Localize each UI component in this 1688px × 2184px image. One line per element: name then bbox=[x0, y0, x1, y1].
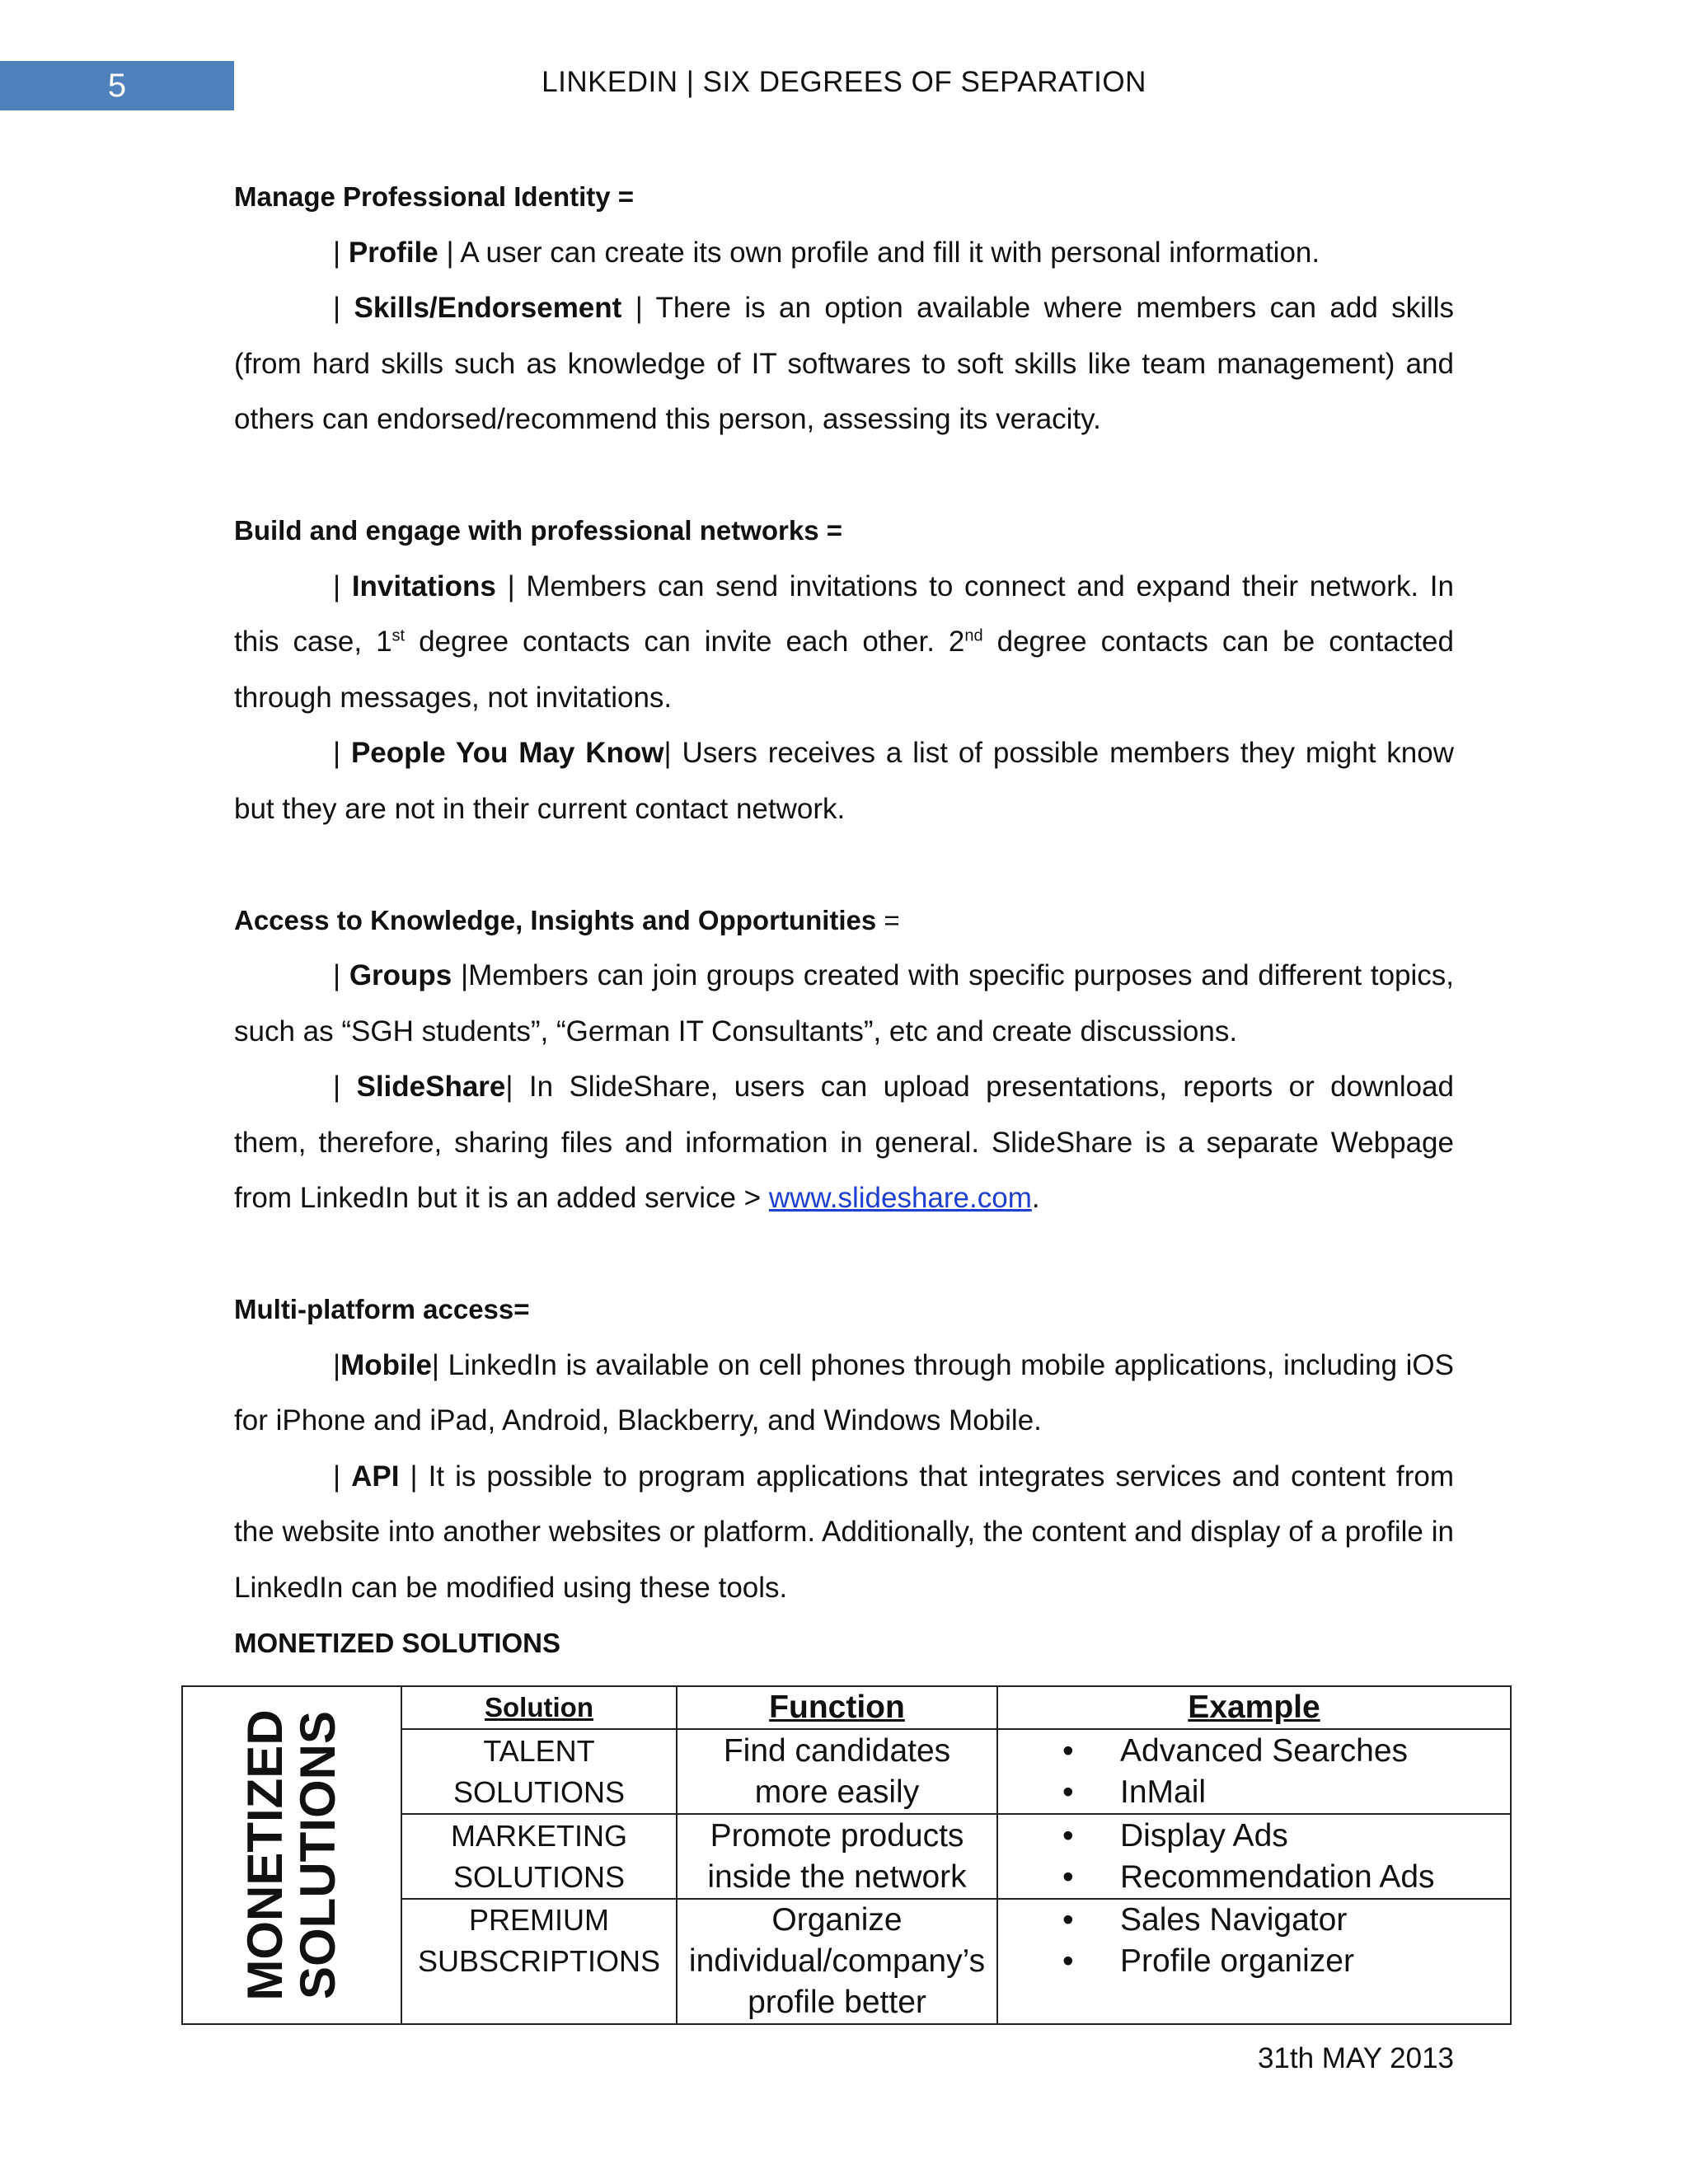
example-cell bbox=[997, 1899, 1511, 2024]
example-cell bbox=[997, 1729, 1511, 1814]
para-profile: | Profile | A user can create its own profile and fill it with personal information. bbox=[333, 236, 1320, 269]
term-skills: Skills/Endorsement bbox=[354, 292, 622, 324]
col-header-solution: Solution bbox=[401, 1686, 677, 1729]
list-item: • Advanced Searches bbox=[1062, 1731, 1503, 1772]
slideshare-link[interactable]: www.slideshare.com bbox=[768, 1182, 1032, 1214]
term-api: API bbox=[351, 1460, 400, 1493]
page-number: 5 bbox=[107, 67, 127, 104]
solution-cell: PREMIUM SUBSCRIPTIONS bbox=[401, 1899, 677, 2024]
term-slideshare: SlideShare bbox=[356, 1071, 506, 1103]
list-item: • Sales Navigator bbox=[1062, 1900, 1503, 1941]
side-label: MONETIZED SOLUTIONS bbox=[237, 1709, 345, 2001]
term-pymk: People You May Know bbox=[350, 737, 664, 769]
page-number-badge bbox=[0, 61, 234, 110]
function-cell: Organize individual/company’s profile better bbox=[677, 1899, 997, 2024]
term-mobile: Mobile bbox=[340, 1348, 432, 1381]
document-body bbox=[234, 169, 1454, 1671]
function-cell: Promote products inside the network bbox=[677, 1814, 997, 1899]
term-profile: Profile bbox=[348, 236, 438, 269]
solution-cell: TALENT SOLUTIONS bbox=[401, 1729, 677, 1814]
col-header-function: Function bbox=[677, 1686, 997, 1729]
para-groups: | Groups |Members can join groups created with specific purposes and different topics, such as “SGH students”, “German IT Consultants”, etc and create discussions. bbox=[234, 959, 1454, 1047]
list-item: • Recommendation Ads bbox=[1062, 1857, 1503, 1898]
term-groups: Groups bbox=[349, 959, 452, 991]
list-item: • InMail bbox=[1062, 1772, 1503, 1813]
heading-monetized: MONETIZED SOLUTIONS bbox=[234, 1628, 560, 1658]
monetized-solutions-table bbox=[181, 1685, 1512, 2025]
para-invitations: | Invitations | Members can send invitations to connect and expand their network. In this case, 1st degree contacts can invite each other. 2nd degree contacts can be contacted through messages, not invitations. bbox=[234, 569, 1455, 714]
running-header: LINKEDIN | SIX DEGREES OF SEPARATION bbox=[542, 66, 1146, 98]
para-slideshare: | SlideShare| In SlideShare, users can upload presentations, reports or download them, therefore, sharing files and information in general. SlideShare is a separate Webpage from LinkedIn but it is an added service > www.slideshare.com. bbox=[234, 1071, 1454, 1214]
para-api: | API | It is possible to program applications that integrates services and content from the website into another websites or platform. Additionally, the content and display of a profile in LinkedIn can be modified using these tools. bbox=[234, 1460, 1454, 1604]
function-cell: Find candidates more easily bbox=[677, 1729, 997, 1814]
heading-knowledge: Access to Knowledge, Insights and Opportunities = bbox=[234, 904, 900, 935]
heading-multiplatform: Multi-platform access= bbox=[234, 1294, 530, 1324]
para-pymk: | People You May Know| Users receives a list of possible members they might know but they are not in their current contact network. bbox=[234, 737, 1454, 825]
heading-networks: Build and engage with professional networks = bbox=[234, 515, 843, 546]
para-skills: | Skills/Endorsement | There is an option available where members can add skills (from hard skills such as knowledge of IT softwares to soft skills like team management) and others can endorsed/recommend this person, assessing its veracity. bbox=[234, 292, 1454, 435]
col-header-example: Example bbox=[997, 1686, 1511, 1729]
term-invitations: Invitations bbox=[351, 569, 496, 602]
heading-identity: Manage Professional Identity = bbox=[234, 181, 635, 212]
footer-date: 31th MAY 2013 bbox=[1257, 2042, 1454, 2074]
solution-cell: MARKETING SOLUTIONS bbox=[401, 1814, 677, 1899]
table-header-row bbox=[182, 1686, 1511, 1729]
list-item: • Display Ads bbox=[1062, 1816, 1503, 1857]
example-cell bbox=[997, 1814, 1511, 1899]
side-label-cell bbox=[182, 1686, 401, 2024]
list-item: • Profile organizer bbox=[1062, 1941, 1503, 1982]
para-mobile: |Mobile| LinkedIn is available on cell phones through mobile applications, including iOS for iPhone and iPad, Android, Blackberry, and Windows Mobile. bbox=[234, 1348, 1454, 1436]
